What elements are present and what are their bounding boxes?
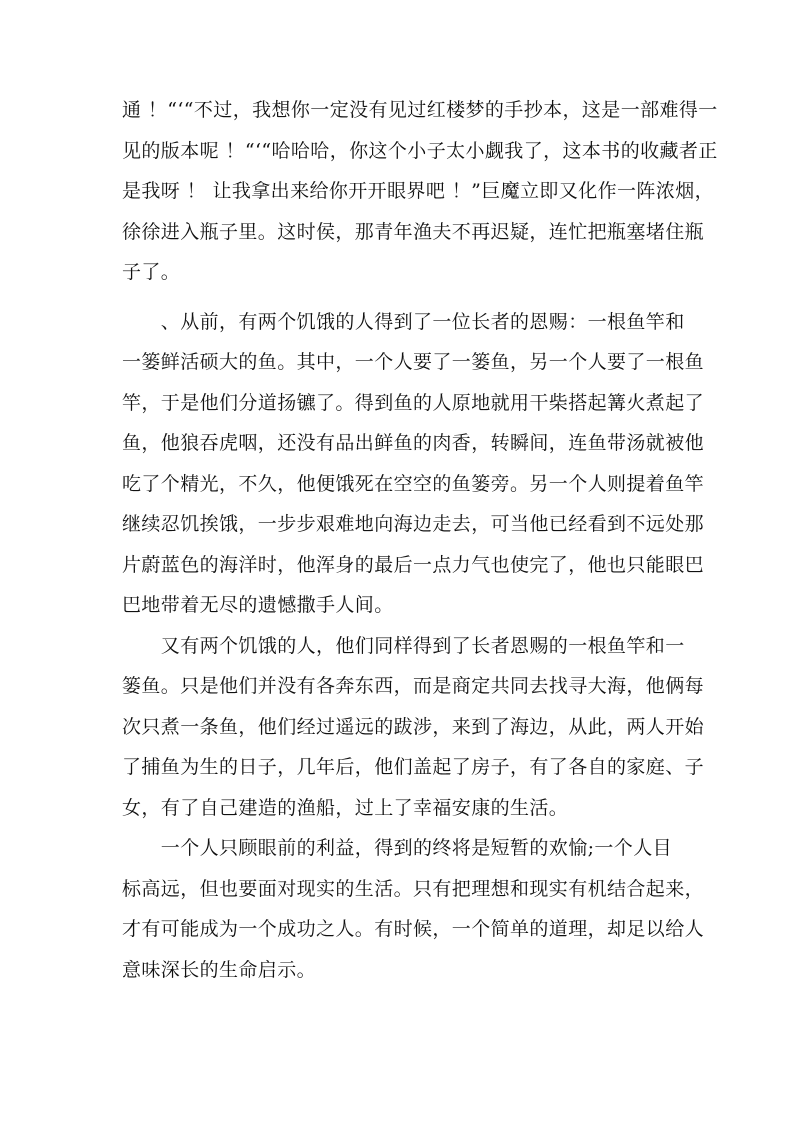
text-line: 徐徐进入瓶子里。这时侯，那青年渔夫不再迟疑，连忙把瓶塞堵住瓶 bbox=[122, 220, 705, 243]
paragraph-gap bbox=[122, 302, 662, 311]
text-line: 意味深长的生命启示。 bbox=[122, 958, 317, 981]
text-line: 是我呀 ！ 让我拿出来给你开开眼界吧 ！”巨魔立即又化作一阵浓烟， bbox=[122, 180, 715, 202]
text-line: 了捕鱼为生的日子，几年后，他们盖起了房子，有了各自的家庭、子 bbox=[122, 756, 705, 778]
text-line: 才有可能成为一个成功之人。有时候，一个简单的道理，却足以给人 bbox=[122, 918, 705, 940]
text-line: 、从前，有两个饥饿的人得到了一位长者的恩赐：一根鱼竿和 bbox=[122, 310, 685, 333]
text-line: 鱼，他狼吞虎咽，还没有品出鲜鱼的肉香，转瞬间，连鱼带汤就被他 bbox=[122, 432, 705, 454]
text-line: 次只煮一条鱼，他们经过遥远的跋涉，来到了海边，从此，两人开始 bbox=[122, 715, 705, 738]
text-line: 片蔚蓝色的海洋时，他浑身的最后一点力气也使完了，他也只能眼巴 bbox=[122, 553, 705, 576]
paragraph-fishing-rod-story bbox=[122, 310, 705, 617]
text-line: 吃了个精光，不久，他便饿死在空空的鱼篓旁。另一个人则提着鱼竿 bbox=[122, 472, 705, 495]
text-line: 标高远，但也要面对现实的生活。只有把理想和现实有机结合起来， bbox=[122, 877, 705, 900]
text-line: 女，有了自己建造的渔船，过上了幸福安康的生活。 bbox=[122, 796, 569, 819]
text-line: 子了。 bbox=[122, 261, 181, 283]
text-line: 竿，于是他们分道扬镳了。得到鱼的人原地就用干柴搭起篝火煮起了 bbox=[122, 391, 705, 414]
paragraph-moral bbox=[122, 837, 705, 981]
text-line: 通 ！“‘“不过，我想你一定没有见过红楼梦的手抄本，这是一部难得一 bbox=[122, 99, 718, 121]
text-line: 篓鱼。只是他们并没有各奔东西，而是商定共同去找寻大海，他俩每 bbox=[122, 675, 705, 697]
text-line: 一个人只顾眼前的利益，得到的终将是短暂的欢愉;一个人目 bbox=[122, 837, 673, 859]
text-line: 见的版本呢 ！“‘“哈哈哈，你这个小子太小觑我了，这本书的收藏者正 bbox=[122, 139, 718, 162]
paragraph-story-ending bbox=[122, 99, 718, 283]
text-line: 继续忍饥挨饿，一步步艰难地向海边走去，可当他已经看到不远处那 bbox=[122, 513, 705, 535]
text-line: 巴地带着无尽的遗憾撒手人间。 bbox=[122, 594, 394, 616]
text-line: 又有两个饥饿的人，他们同样得到了长者恩赐的一根鱼竿和一 bbox=[122, 634, 685, 657]
document-body bbox=[122, 99, 718, 999]
paragraph-cooperation-story bbox=[122, 634, 705, 819]
text-line: 一篓鲜活硕大的鱼。其中，一个人要了一篓鱼，另一个人要了一根鱼 bbox=[122, 351, 705, 373]
